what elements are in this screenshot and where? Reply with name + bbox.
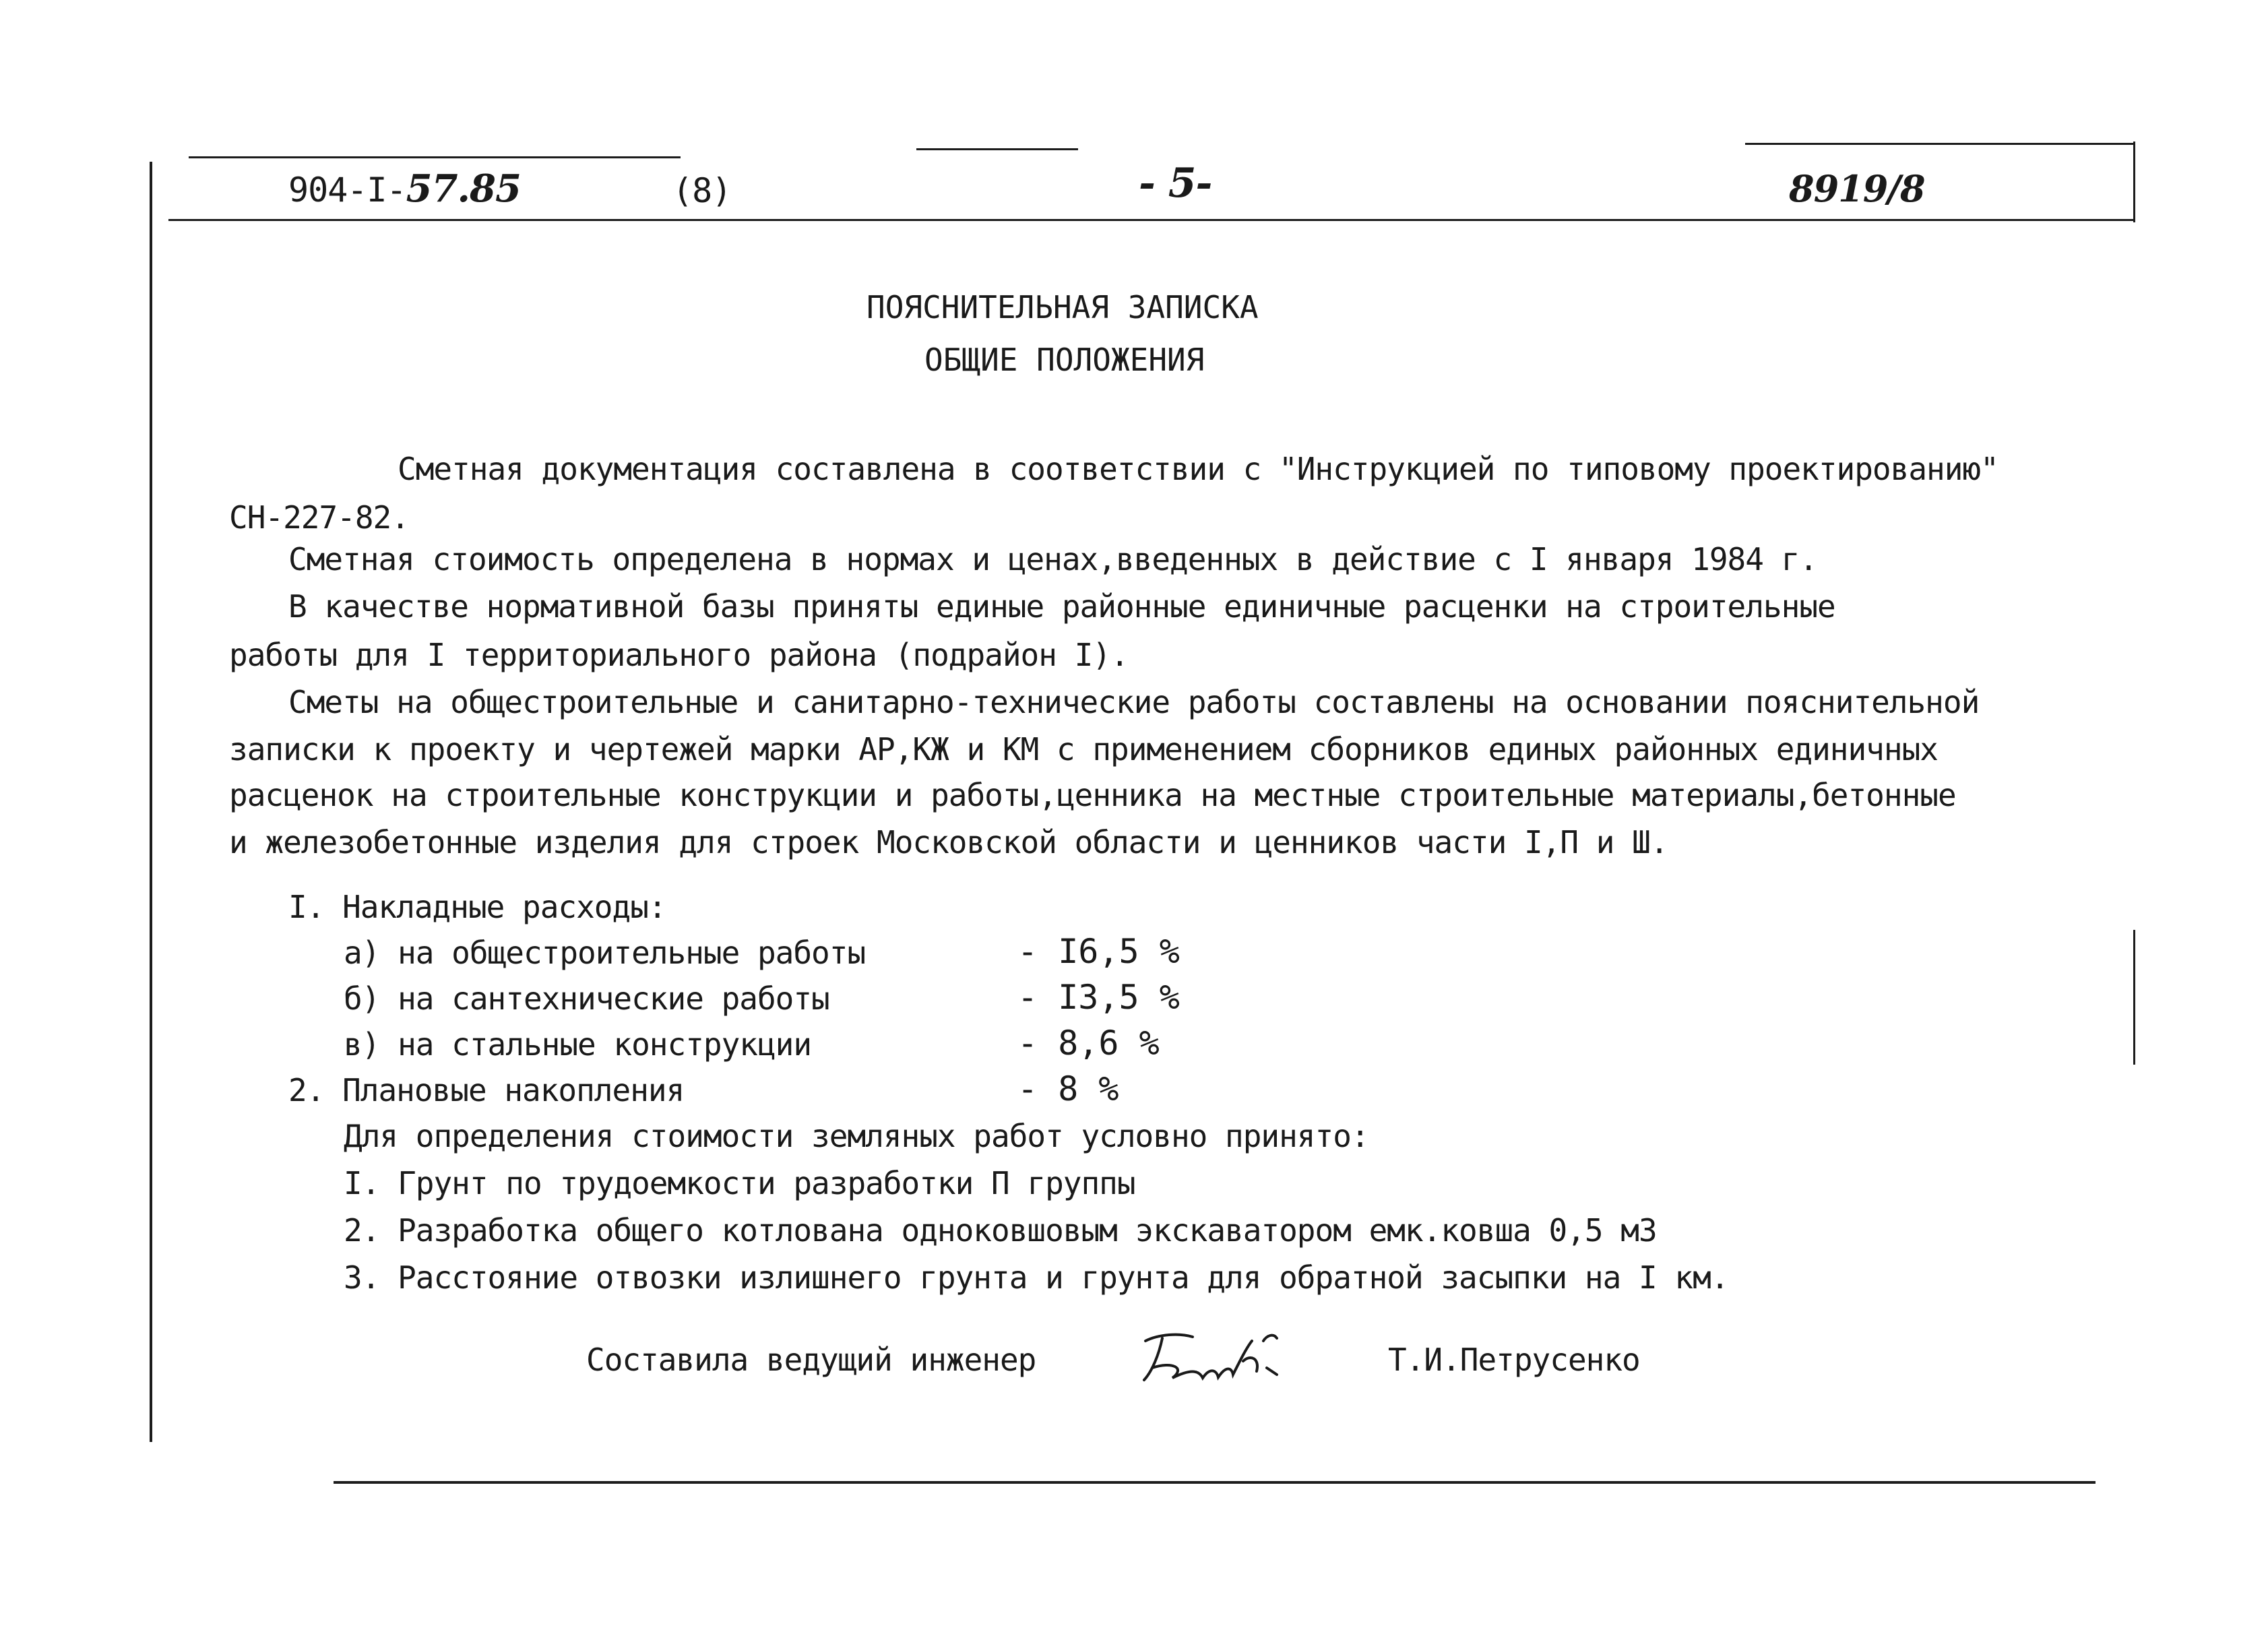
earthworks-item: 3. Расстояние отвозки излишнего грунта и грунта для обратной засыпки на I км. <box>344 1259 1729 1296</box>
savings-value: - 8 % <box>1017 1069 1119 1108</box>
paragraph-1-line-1: Сметная документация составлена в соответствии с "Инструкцией по типовому проектированию" <box>398 451 1998 487</box>
paragraph-4-line-2: записки к проекту и чертежей марки АР,КЖ и КМ с применением сборников единых районных единичных <box>229 731 1938 767</box>
overhead-item-value: - I6,5 % <box>1017 932 1180 971</box>
header-bottom-line <box>168 219 2135 221</box>
handwritten-signature <box>1132 1321 1294 1395</box>
header-top-line-mid <box>916 148 1078 150</box>
frame-right-border-lower <box>2133 930 2135 1065</box>
paragraph-4-line-1: Сметы на общестроительные и санитарно-технические работы составлены на основании пояснительной <box>288 684 1980 720</box>
signature-name: Т.И.Петрусенко <box>1388 1342 1640 1378</box>
paragraph-1-line-2: СН-227-82. <box>229 499 409 536</box>
overhead-item-label: а) на общестроительные работы <box>344 935 866 971</box>
paragraph-4-line-3: расценок на строительные конструкции и работы,ценника на местные строительные материалы,бетонные <box>229 777 1956 813</box>
title-line-2: ОБЩИЕ ПОЛОЖЕНИЯ <box>924 342 1205 378</box>
sheet-number: (8) <box>672 171 732 210</box>
series-handwritten: 57.85 <box>406 166 521 211</box>
frame-right-border <box>2133 142 2135 222</box>
paragraph-4-line-4: и железобетонные изделия для строек Московской области и ценников части I,П и Ш. <box>229 824 1668 860</box>
savings-label: 2. Плановые накопления <box>288 1072 685 1108</box>
overhead-item-label: в) на стальные конструкции <box>344 1026 812 1063</box>
paragraph-3-line-2: работы для I территориального района (подрайон I). <box>229 637 1129 673</box>
signature-label: Составила ведущий инженер <box>586 1342 1036 1378</box>
header-top-line-left <box>189 156 681 158</box>
earthworks-item: 2. Разработка общего котлована одноковшовым экскаватором емк.ковша 0,5 м3 <box>344 1212 1657 1249</box>
header-series <box>288 166 521 211</box>
page-number: - 5- <box>1139 160 1212 207</box>
overhead-item-value: - 8,6 % <box>1017 1024 1160 1063</box>
earthworks-item: I. Грунт по трудоемкости разработки П группы <box>344 1165 1135 1201</box>
overhead-item-label: б) на сантехнические работы <box>344 980 829 1017</box>
title-line-1: ПОЯСНИТЕЛЬНАЯ ЗАПИСКА <box>867 289 1259 325</box>
earthworks-intro: Для определения стоимости земляных работ условно принято: <box>344 1118 1369 1154</box>
series-prefix: 904-I- <box>288 170 406 210</box>
paragraph-3-line-1: В качестве нормативной базы приняты единые районные единичные расценки на строительные <box>288 588 1835 625</box>
inventory-number: 8919/8 <box>1789 167 1925 210</box>
footer-line <box>334 1481 2096 1484</box>
paragraph-2: Сметная стоимость определена в нормах и ценах,введенных в действие с I января 1984 г. <box>288 541 1818 577</box>
frame-left-border <box>150 162 152 1442</box>
overheads-heading: I. Накладные расходы: <box>288 889 666 925</box>
overhead-item-value: - I3,5 % <box>1017 978 1180 1017</box>
header-top-line-right <box>1745 143 2135 145</box>
